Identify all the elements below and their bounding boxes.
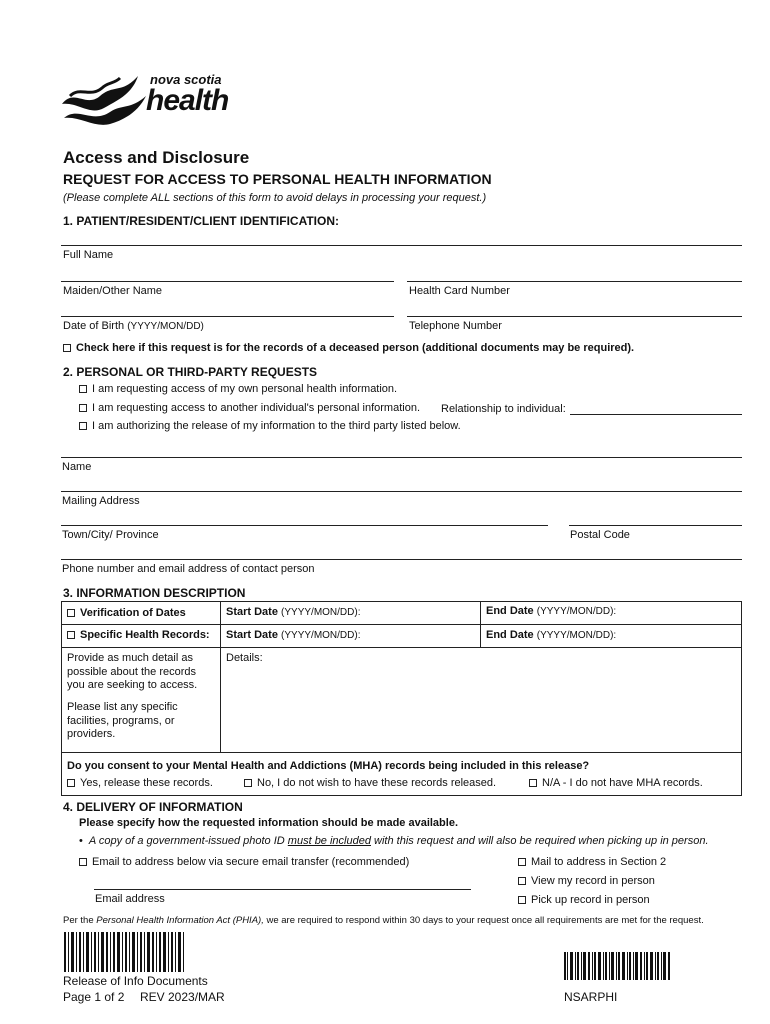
specific-start-label bbox=[226, 629, 360, 641]
contact-line[interactable] bbox=[61, 559, 742, 560]
mha-no-label: No, I do not wish to have these records released. bbox=[257, 777, 497, 789]
photo-id-part1: A copy of a government-issued photo ID bbox=[88, 835, 285, 847]
deceased-checkbox-row[interactable] bbox=[63, 342, 634, 354]
specific-option[interactable] bbox=[67, 629, 210, 641]
view-option-label: View my record in person bbox=[531, 875, 655, 887]
checkbox[interactable] bbox=[67, 609, 75, 617]
checkbox[interactable] bbox=[518, 877, 526, 885]
mail-option-label: Mail to address in Section 2 bbox=[531, 856, 667, 868]
mha-consent-question: Do you consent to your Mental Health and Addictions (MHA) records being included in this release? bbox=[67, 760, 590, 772]
consent-cell bbox=[61, 752, 742, 796]
bullet-icon: • bbox=[79, 835, 83, 847]
details-cell[interactable] bbox=[220, 647, 742, 753]
full-name-label: Full Name bbox=[63, 249, 114, 261]
end-date-hint: (YYYY/MON/DD): bbox=[536, 606, 617, 617]
checkbox[interactable] bbox=[518, 896, 526, 904]
page-number: Page 1 of 2 bbox=[63, 990, 125, 1004]
form-instruction: (Please complete ALL sections of this form to avoid delays in processing your request.) bbox=[63, 192, 487, 204]
document-name: Release of Info Documents bbox=[63, 974, 208, 988]
wave-logo-icon bbox=[60, 66, 160, 128]
checkbox[interactable] bbox=[529, 779, 537, 787]
full-name-line[interactable] bbox=[61, 245, 742, 246]
nova-scotia-health-logo bbox=[60, 66, 240, 128]
town-label: Town/City/ Province bbox=[62, 529, 159, 541]
name-line[interactable] bbox=[61, 457, 742, 458]
mha-yes-label: Yes, release these records. bbox=[80, 777, 213, 789]
name-label: Name bbox=[62, 461, 92, 473]
contact-label: Phone number and email address of contact person bbox=[62, 563, 315, 575]
photo-id-part2: must be included bbox=[287, 835, 371, 847]
mailing-line[interactable] bbox=[61, 491, 742, 492]
photo-id-note bbox=[79, 835, 709, 847]
mail-option[interactable] bbox=[518, 856, 666, 868]
end-date-text: End Date bbox=[486, 629, 534, 641]
details-label: Details: bbox=[226, 652, 263, 664]
photo-id-part3: with this request and will also be required when picking up in person. bbox=[374, 835, 709, 847]
section4-heading: 4. DELIVERY OF INFORMATION bbox=[63, 800, 243, 814]
checkbox[interactable] bbox=[79, 385, 87, 393]
start-date-hint: (YYYY/MON/DD): bbox=[281, 630, 361, 641]
verification-end-label bbox=[486, 605, 616, 617]
checkbox[interactable] bbox=[79, 858, 87, 866]
specific-label: Specific Health Records: bbox=[80, 629, 210, 641]
delivery-specify: Please specify how the requested information should be made available. bbox=[79, 817, 458, 829]
barcode-left bbox=[64, 932, 184, 972]
dob-text: Date of Birth bbox=[63, 320, 125, 332]
pickup-option[interactable] bbox=[518, 894, 650, 906]
maiden-name-line[interactable] bbox=[61, 281, 394, 282]
phia-part3: we are required to respond within 30 days to your request once all requirements are met for the request. bbox=[266, 915, 704, 926]
phia-part1: Per the bbox=[63, 915, 94, 926]
start-date-hint: (YYYY/MON/DD): bbox=[281, 607, 361, 618]
start-date-text: Start Date bbox=[226, 606, 278, 618]
email-option[interactable] bbox=[79, 856, 409, 868]
section1-heading: 1. PATIENT/RESIDENT/CLIENT IDENTIFICATION: bbox=[63, 214, 339, 228]
logo-line1: nova scotia bbox=[150, 72, 222, 87]
checkbox[interactable] bbox=[79, 404, 87, 412]
mha-no-option[interactable] bbox=[244, 777, 496, 789]
phia-notice bbox=[63, 915, 704, 926]
other-individual-option[interactable] bbox=[79, 402, 420, 414]
mha-yes-option[interactable] bbox=[67, 777, 213, 789]
telephone-line[interactable] bbox=[407, 316, 742, 317]
end-date-hint: (YYYY/MON/DD): bbox=[536, 630, 617, 641]
form-code: NSARPHI bbox=[564, 990, 618, 1004]
email-address-label: Email address bbox=[95, 893, 165, 905]
verification-label: Verification of Dates bbox=[80, 607, 186, 619]
logo-line2: health bbox=[146, 84, 229, 117]
postal-label: Postal Code bbox=[570, 529, 630, 541]
view-option[interactable] bbox=[518, 875, 655, 887]
third-party-option[interactable] bbox=[79, 420, 461, 432]
third-party-label: I am authorizing the release of my information to the third party listed below. bbox=[92, 420, 461, 432]
relationship-label: Relationship to individual: bbox=[441, 403, 566, 415]
dob-hint: (YYYY/MON/DD) bbox=[127, 321, 204, 332]
checkbox[interactable] bbox=[67, 631, 75, 639]
dob-label bbox=[63, 320, 204, 332]
health-card-label: Health Card Number bbox=[409, 285, 510, 297]
mha-na-label: N/A - I do not have MHA records. bbox=[542, 777, 703, 789]
maiden-name-label: Maiden/Other Name bbox=[63, 285, 163, 297]
section2-heading: 2. PERSONAL OR THIRD-PARTY REQUESTS bbox=[63, 365, 318, 379]
health-card-line[interactable] bbox=[407, 281, 742, 282]
checkbox[interactable] bbox=[244, 779, 252, 787]
town-line[interactable] bbox=[61, 525, 548, 526]
relationship-line[interactable] bbox=[570, 414, 742, 415]
other-individual-label: I am requesting access to another individual's personal information. bbox=[92, 402, 421, 414]
verification-start-label bbox=[226, 606, 360, 618]
specific-end-label bbox=[486, 629, 616, 641]
barcode-right bbox=[564, 952, 672, 980]
start-date-text: Start Date bbox=[226, 629, 278, 641]
checkbox[interactable] bbox=[79, 422, 87, 430]
own-info-label: I am requesting access of my own personal health information. bbox=[92, 383, 398, 395]
verification-option[interactable] bbox=[67, 607, 186, 619]
page-title: Access and Disclosure bbox=[63, 148, 250, 167]
checkbox[interactable] bbox=[67, 779, 75, 787]
section3-heading: 3. INFORMATION DESCRIPTION bbox=[63, 586, 246, 600]
checkbox[interactable] bbox=[518, 858, 526, 866]
phia-part2: Personal Health Information Act (PHIA), bbox=[96, 915, 264, 926]
revision: REV 2023/MAR bbox=[140, 990, 225, 1004]
email-address-line[interactable] bbox=[94, 889, 471, 890]
deceased-label: Check here if this request is for the records of a deceased person (additional documents may be required). bbox=[76, 342, 635, 354]
mha-na-option[interactable] bbox=[529, 777, 703, 789]
telephone-label: Telephone Number bbox=[409, 320, 502, 332]
mailing-label: Mailing Address bbox=[62, 495, 140, 507]
end-date-text: End Date bbox=[486, 605, 534, 617]
own-info-option[interactable] bbox=[79, 383, 397, 395]
form-subtitle: REQUEST FOR ACCESS TO PERSONAL HEALTH INFORMATION bbox=[63, 171, 492, 187]
facilities-help-text: Please list any specific facilities, programs, or providers. bbox=[67, 701, 178, 740]
pickup-option-label: Pick up record in person bbox=[531, 894, 650, 906]
postal-line[interactable] bbox=[569, 525, 742, 526]
detail-help-text: Provide as much detail as possible about the records you are seeking to access. bbox=[67, 652, 198, 691]
checkbox[interactable] bbox=[63, 344, 71, 352]
dob-line[interactable] bbox=[61, 316, 394, 317]
email-option-label: Email to address below via secure email transfer (recommended) bbox=[92, 856, 410, 868]
